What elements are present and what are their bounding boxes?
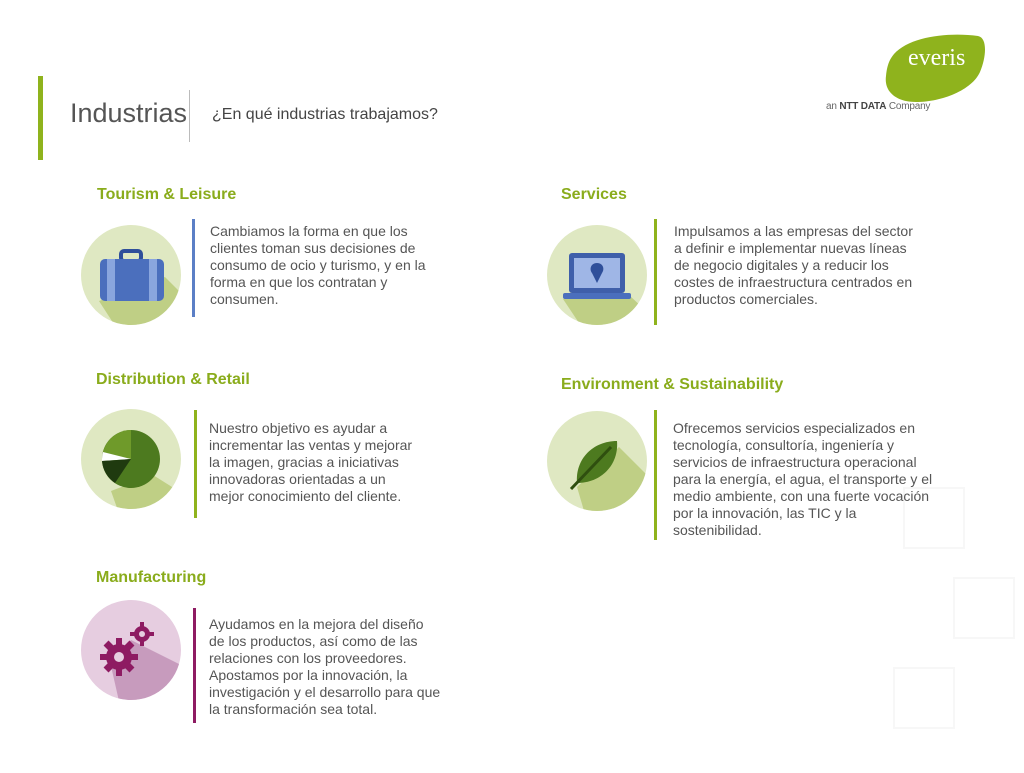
logo-brand: everis: [908, 45, 966, 71]
text-line: la transformación sea total.: [209, 701, 378, 717]
section-title-manufacturing: Manufacturing: [96, 569, 207, 586]
text-line: clientes toman sus decisiones de: [210, 240, 416, 256]
gears-icon: [81, 600, 181, 700]
text-line: a definir e implementar nuevas líneas: [674, 240, 907, 256]
text-line: Impulsamos a las empresas del sector: [674, 223, 913, 239]
suitcase-icon: [81, 225, 181, 325]
section-bar-tourism: [192, 219, 195, 317]
page-subtitle: ¿En qué industrias trabajamos?: [212, 106, 438, 123]
text-line: mejor conocimiento del cliente.: [209, 488, 402, 504]
section-title-environment: Environment & Sustainability: [561, 376, 784, 393]
text-line: forma en que los contratan y: [210, 274, 388, 290]
text-line: por la innovación, las TIC y la: [673, 505, 857, 521]
text-line: productos comerciales.: [674, 291, 818, 307]
text-line: sostenibilidad.: [673, 522, 762, 538]
text-line: para la energía, el agua, el transporte y el: [673, 471, 933, 487]
logo-tagline-prefix: an: [826, 101, 837, 112]
text-line: de negocio digitales y a reducir los: [674, 257, 889, 273]
section-text-distribution: [209, 420, 471, 505]
section-title-distribution: Distribution & Retail: [96, 371, 250, 388]
text-line: innovadoras orientadas a un: [209, 471, 386, 487]
leaf-icon: [547, 411, 647, 511]
page-title: Industrias: [70, 98, 188, 128]
text-line: investigación y el desarrollo para que: [209, 684, 441, 700]
logo-tagline: [826, 101, 930, 112]
section-bar-services: [654, 219, 657, 325]
text-line: medio ambiente, con una fuerte vocación: [673, 488, 930, 504]
laptop-icon: [547, 225, 647, 325]
section-text-tourism: [210, 223, 472, 308]
text-line: consumo de ocio y turismo, y en la: [210, 257, 426, 273]
pie-chart-icon: [81, 409, 181, 509]
title-divider: [189, 90, 190, 142]
text-line: relaciones con los proveedores.: [209, 650, 407, 666]
text-line: servicios de infraestructura operacional: [673, 454, 917, 470]
logo-tagline-suffix: Company: [888, 101, 931, 112]
text-line: costes de infraestructura centrados en: [674, 274, 913, 290]
text-line: incrementar las ventas y mejorar: [209, 437, 413, 453]
text-line: de los productos, así como de las: [209, 633, 418, 649]
text-line: consumen.: [210, 291, 279, 307]
section-title-tourism: Tourism & Leisure: [97, 186, 237, 203]
header-accent-bar: [38, 76, 43, 160]
text-line: la imagen, gracias a iniciativas: [209, 454, 399, 470]
section-bar-manufacturing: [193, 608, 196, 723]
everis-logo: [880, 28, 990, 108]
section-text-services: [674, 223, 974, 308]
text-line: Nuestro objetivo es ayudar a: [209, 420, 388, 436]
text-line: tecnología, consultoría, ingeniería y: [673, 437, 895, 453]
section-text-manufacturing: [209, 616, 489, 718]
logo-tagline-brand: NTT DATA: [839, 101, 887, 112]
background-pattern: [884, 468, 1024, 768]
section-bar-environment: [654, 410, 657, 540]
section-title-services: Services: [561, 186, 627, 203]
text-line: Ofrecemos servicios especializados en: [673, 420, 915, 436]
section-bar-distribution: [194, 410, 197, 518]
text-line: Ayudamos en la mejora del diseño: [209, 616, 424, 632]
text-line: Apostamos por la innovación, la: [209, 667, 408, 683]
text-line: Cambiamos la forma en que los: [210, 223, 408, 239]
